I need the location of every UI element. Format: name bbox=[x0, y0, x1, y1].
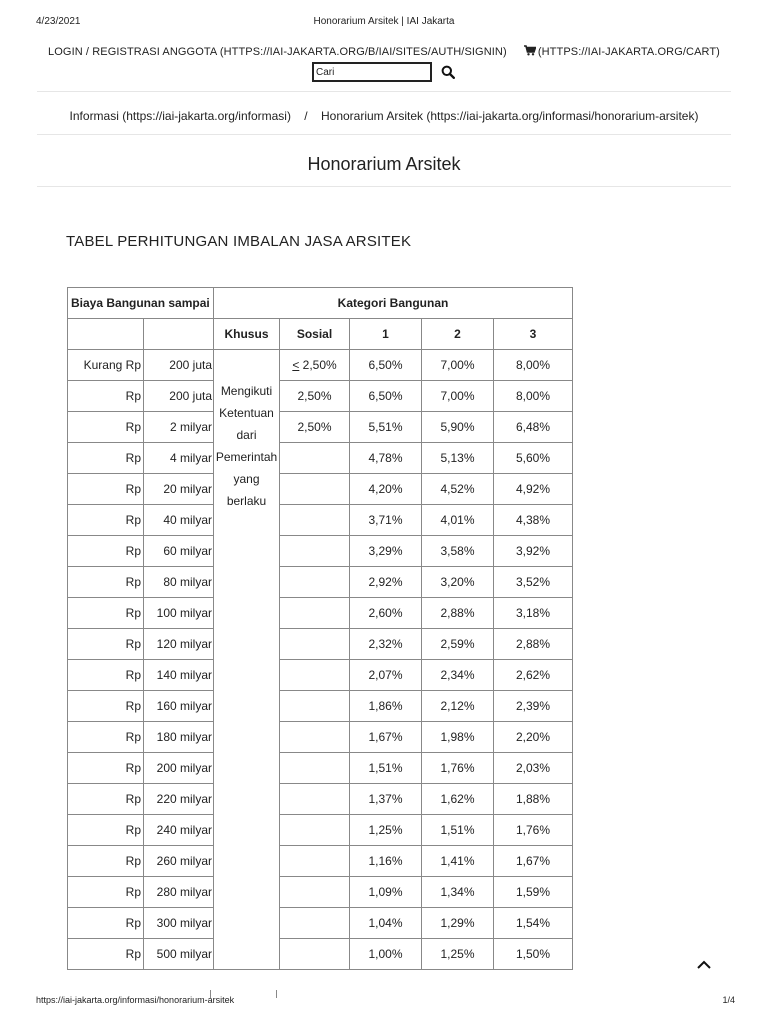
cell-kategori-2: 1,34% bbox=[422, 877, 494, 908]
cell-kategori-1: 5,51% bbox=[350, 412, 422, 443]
cell-kategori-3: 1,54% bbox=[494, 908, 573, 939]
subheader-empty bbox=[68, 319, 144, 350]
table-row bbox=[68, 908, 573, 939]
cell-amount: 300 milyar bbox=[144, 908, 214, 939]
cell-kategori-3: 2,88% bbox=[494, 629, 573, 660]
cell-sosial bbox=[280, 877, 350, 908]
breadcrumb-item-honorarium[interactable]: Honorarium Arsitek (https://iai-jakarta.org/informasi/honorarium-arsitek) bbox=[320, 109, 699, 123]
cell-prefix: Rp bbox=[68, 939, 144, 970]
cell-sosial bbox=[280, 784, 350, 815]
cell-sosial bbox=[280, 908, 350, 939]
cell-kategori-2: 1,62% bbox=[422, 784, 494, 815]
subheader-kategori-3: 3 bbox=[494, 319, 573, 350]
cell-prefix: Rp bbox=[68, 443, 144, 474]
subheader-kategori-1: 1 bbox=[350, 319, 422, 350]
cell-kategori-2: 2,59% bbox=[422, 629, 494, 660]
table-row bbox=[68, 443, 573, 474]
subheader-empty bbox=[144, 319, 214, 350]
cell-sosial bbox=[280, 598, 350, 629]
cell-amount: 20 milyar bbox=[144, 474, 214, 505]
cell-prefix: Rp bbox=[68, 598, 144, 629]
cell-kategori-3: 3,92% bbox=[494, 536, 573, 567]
cell-prefix: Rp bbox=[68, 567, 144, 598]
cell-kategori-2: 5,13% bbox=[422, 443, 494, 474]
page-title: Honorarium Arsitek bbox=[307, 154, 461, 174]
cell-prefix: Rp bbox=[68, 381, 144, 412]
cell-sosial bbox=[280, 846, 350, 877]
subheader-khusus: Khusus bbox=[214, 319, 280, 350]
cell-kategori-3: 5,60% bbox=[494, 443, 573, 474]
khusus-text-line: berlaku bbox=[226, 494, 267, 508]
table-row bbox=[68, 536, 573, 567]
cell-kategori-2: 2,88% bbox=[422, 598, 494, 629]
shopping-cart-icon bbox=[524, 45, 536, 59]
cell-amount: 240 milyar bbox=[144, 815, 214, 846]
print-url: https://iai-jakarta.org/informasi/honorarium-arsitek bbox=[36, 995, 235, 1005]
khusus-spacer bbox=[214, 352, 279, 380]
cell-kategori-2: 4,01% bbox=[422, 505, 494, 536]
cell-kategori-3: 4,38% bbox=[494, 505, 573, 536]
breadcrumb bbox=[0, 109, 768, 123]
table-row bbox=[68, 660, 573, 691]
cart-link[interactable] bbox=[524, 46, 720, 58]
print-footer bbox=[0, 995, 768, 1009]
table-row bbox=[68, 815, 573, 846]
table-row bbox=[68, 598, 573, 629]
cell-kategori-3: 2,03% bbox=[494, 753, 573, 784]
divider bbox=[37, 91, 731, 92]
khusus-text-line: dari bbox=[236, 428, 257, 442]
cell-amount: 160 milyar bbox=[144, 691, 214, 722]
divider bbox=[37, 186, 731, 187]
section-heading: TABEL PERHITUNGAN IMBALAN JASA ARSITEK bbox=[66, 233, 412, 250]
cell-amount: 220 milyar bbox=[144, 784, 214, 815]
table-row bbox=[68, 350, 573, 381]
cell-kategori-1: 1,16% bbox=[350, 846, 422, 877]
table-row bbox=[68, 412, 573, 443]
cell-kategori-3: 8,00% bbox=[494, 350, 573, 381]
cell-kategori-1: 1,09% bbox=[350, 877, 422, 908]
cell-kategori-1: 3,29% bbox=[350, 536, 422, 567]
table-row bbox=[68, 722, 573, 753]
cell-amount: 120 milyar bbox=[144, 629, 214, 660]
cell-kategori-1: 4,20% bbox=[350, 474, 422, 505]
cell-prefix: Kurang Rp bbox=[68, 350, 144, 381]
cell-amount: 80 milyar bbox=[144, 567, 214, 598]
cell-amount: 2 milyar bbox=[144, 412, 214, 443]
cell-amount: 200 juta bbox=[144, 350, 214, 381]
table-header-row bbox=[68, 288, 573, 319]
print-title: Honorarium Arsitek | IAI Jakarta bbox=[313, 16, 455, 27]
cell-kategori-3: 1,67% bbox=[494, 846, 573, 877]
cell-kategori-1: 4,78% bbox=[350, 443, 422, 474]
cell-kategori-2: 1,41% bbox=[422, 846, 494, 877]
cell-sosial bbox=[280, 753, 350, 784]
table-row bbox=[68, 753, 573, 784]
cell-sosial: < 2,50% bbox=[280, 350, 350, 381]
cell-prefix: Rp bbox=[68, 474, 144, 505]
cell-prefix: Rp bbox=[68, 722, 144, 753]
table-row bbox=[68, 846, 573, 877]
cell-kategori-3: 1,76% bbox=[494, 815, 573, 846]
khusus-text-line: Pemerintah bbox=[215, 450, 278, 464]
cell-kategori-3: 2,20% bbox=[494, 722, 573, 753]
header-biaya-bangunan: Biaya Bangunan sampai bbox=[68, 288, 214, 319]
cell-prefix: Rp bbox=[68, 691, 144, 722]
breadcrumb-separator: / bbox=[304, 109, 308, 123]
cell-amount: 100 milyar bbox=[144, 598, 214, 629]
cell-kategori-3: 1,59% bbox=[494, 877, 573, 908]
cell-sosial bbox=[280, 567, 350, 598]
cell-kategori-1: 2,60% bbox=[350, 598, 422, 629]
print-date: 4/23/2021 bbox=[36, 16, 81, 27]
table-row bbox=[68, 505, 573, 536]
cell-sosial: 2,50% bbox=[280, 381, 350, 412]
cell-kategori-3: 4,92% bbox=[494, 474, 573, 505]
table-row bbox=[68, 474, 573, 505]
cell-kategori-3: 8,00% bbox=[494, 381, 573, 412]
table-subheader-row bbox=[68, 319, 573, 350]
cell-prefix: Rp bbox=[68, 784, 144, 815]
cell-kategori-1: 6,50% bbox=[350, 350, 422, 381]
cell-amount: 280 milyar bbox=[144, 877, 214, 908]
khusus-text-line: Mengikuti bbox=[220, 384, 273, 398]
cell-kategori-2: 3,20% bbox=[422, 567, 494, 598]
cell-kategori-1: 1,67% bbox=[350, 722, 422, 753]
cell-kategori-2: 7,00% bbox=[422, 381, 494, 412]
chevron-up-icon[interactable] bbox=[694, 955, 714, 975]
cell-sosial bbox=[280, 815, 350, 846]
cell-kategori-2: 1,29% bbox=[422, 908, 494, 939]
table-row bbox=[68, 381, 573, 412]
cell-kategori-3: 6,48% bbox=[494, 412, 573, 443]
khusus-text-line: Ketentuan bbox=[219, 406, 274, 420]
fee-table bbox=[67, 287, 573, 970]
cell-kategori-1: 1,51% bbox=[350, 753, 422, 784]
cell-sosial bbox=[280, 722, 350, 753]
print-page-number: 1/4 bbox=[722, 995, 735, 1005]
cell-kategori-1: 1,25% bbox=[350, 815, 422, 846]
cell-kategori-1: 2,92% bbox=[350, 567, 422, 598]
cell-sosial bbox=[280, 691, 350, 722]
divider bbox=[37, 134, 731, 135]
cell-kategori-2: 4,52% bbox=[422, 474, 494, 505]
cell-kategori-3: 3,18% bbox=[494, 598, 573, 629]
table-row bbox=[68, 691, 573, 722]
cell-kategori-2: 7,00% bbox=[422, 350, 494, 381]
cell-prefix: Rp bbox=[68, 815, 144, 846]
cell-prefix: Rp bbox=[68, 877, 144, 908]
cell-sosial bbox=[280, 536, 350, 567]
cell-kategori-2: 2,34% bbox=[422, 660, 494, 691]
top-bar bbox=[0, 45, 768, 59]
cell-kategori-2: 1,98% bbox=[422, 722, 494, 753]
cell-amount: 180 milyar bbox=[144, 722, 214, 753]
cell-amount: 200 milyar bbox=[144, 753, 214, 784]
cell-sosial bbox=[280, 505, 350, 536]
cell-amount: 500 milyar bbox=[144, 939, 214, 970]
cell-sosial bbox=[280, 660, 350, 691]
cart-link-label: (HTTPS://IAI-JAKARTA.ORG/CART) bbox=[537, 46, 720, 58]
cell-kategori-3: 1,88% bbox=[494, 784, 573, 815]
search-input[interactable] bbox=[312, 62, 432, 82]
cell-sosial bbox=[280, 939, 350, 970]
cell-amount: 260 milyar bbox=[144, 846, 214, 877]
cell-amount: 140 milyar bbox=[144, 660, 214, 691]
cell-kategori-2: 1,76% bbox=[422, 753, 494, 784]
table-row bbox=[68, 567, 573, 598]
subheader-kategori-2: 2 bbox=[422, 319, 494, 350]
cell-amount: 200 juta bbox=[144, 381, 214, 412]
cell-khusus bbox=[214, 350, 280, 970]
cell-kategori-1: 2,07% bbox=[350, 660, 422, 691]
cell-kategori-3: 3,52% bbox=[494, 567, 573, 598]
cell-prefix: Rp bbox=[68, 908, 144, 939]
cell-kategori-2: 3,58% bbox=[422, 536, 494, 567]
header-kategori-bangunan: Kategori Bangunan bbox=[214, 288, 573, 319]
search-bar bbox=[312, 62, 455, 82]
cell-prefix: Rp bbox=[68, 846, 144, 877]
cell-sosial bbox=[280, 443, 350, 474]
table-row bbox=[68, 784, 573, 815]
search-icon[interactable] bbox=[441, 65, 455, 79]
cell-sosial: 2,50% bbox=[280, 412, 350, 443]
cell-sosial bbox=[280, 474, 350, 505]
cell-prefix: Rp bbox=[68, 412, 144, 443]
cell-kategori-3: 1,50% bbox=[494, 939, 573, 970]
cell-kategori-1: 6,50% bbox=[350, 381, 422, 412]
cell-amount: 4 milyar bbox=[144, 443, 214, 474]
cell-kategori-3: 2,62% bbox=[494, 660, 573, 691]
cell-sosial bbox=[280, 629, 350, 660]
cell-prefix: Rp bbox=[68, 753, 144, 784]
khusus-text-line: yang bbox=[233, 472, 260, 486]
login-register-link[interactable]: LOGIN / REGISTRASI ANGGOTA (HTTPS://IAI-JAKARTA.ORG/B/IAI/SITES/AUTH/SIGNIN) bbox=[48, 46, 507, 58]
cell-prefix: Rp bbox=[68, 505, 144, 536]
cell-kategori-2: 2,12% bbox=[422, 691, 494, 722]
cell-kategori-1: 1,04% bbox=[350, 908, 422, 939]
cell-kategori-3: 2,39% bbox=[494, 691, 573, 722]
print-header bbox=[0, 16, 768, 30]
cell-kategori-1: 1,86% bbox=[350, 691, 422, 722]
breadcrumb-item-informasi[interactable]: Informasi (https://iai-jakarta.org/informasi) bbox=[69, 109, 291, 123]
cell-prefix: Rp bbox=[68, 536, 144, 567]
cell-kategori-1: 3,71% bbox=[350, 505, 422, 536]
cell-amount: 40 milyar bbox=[144, 505, 214, 536]
cell-kategori-1: 1,00% bbox=[350, 939, 422, 970]
cell-kategori-1: 2,32% bbox=[350, 629, 422, 660]
cell-kategori-2: 1,51% bbox=[422, 815, 494, 846]
cell-prefix: Rp bbox=[68, 629, 144, 660]
cell-kategori-1: 1,37% bbox=[350, 784, 422, 815]
cell-kategori-2: 5,90% bbox=[422, 412, 494, 443]
cell-prefix: Rp bbox=[68, 660, 144, 691]
cell-kategori-2: 1,25% bbox=[422, 939, 494, 970]
subheader-sosial: Sosial bbox=[280, 319, 350, 350]
table-row bbox=[68, 629, 573, 660]
table-row bbox=[68, 877, 573, 908]
table-row bbox=[68, 939, 573, 970]
cell-amount: 60 milyar bbox=[144, 536, 214, 567]
